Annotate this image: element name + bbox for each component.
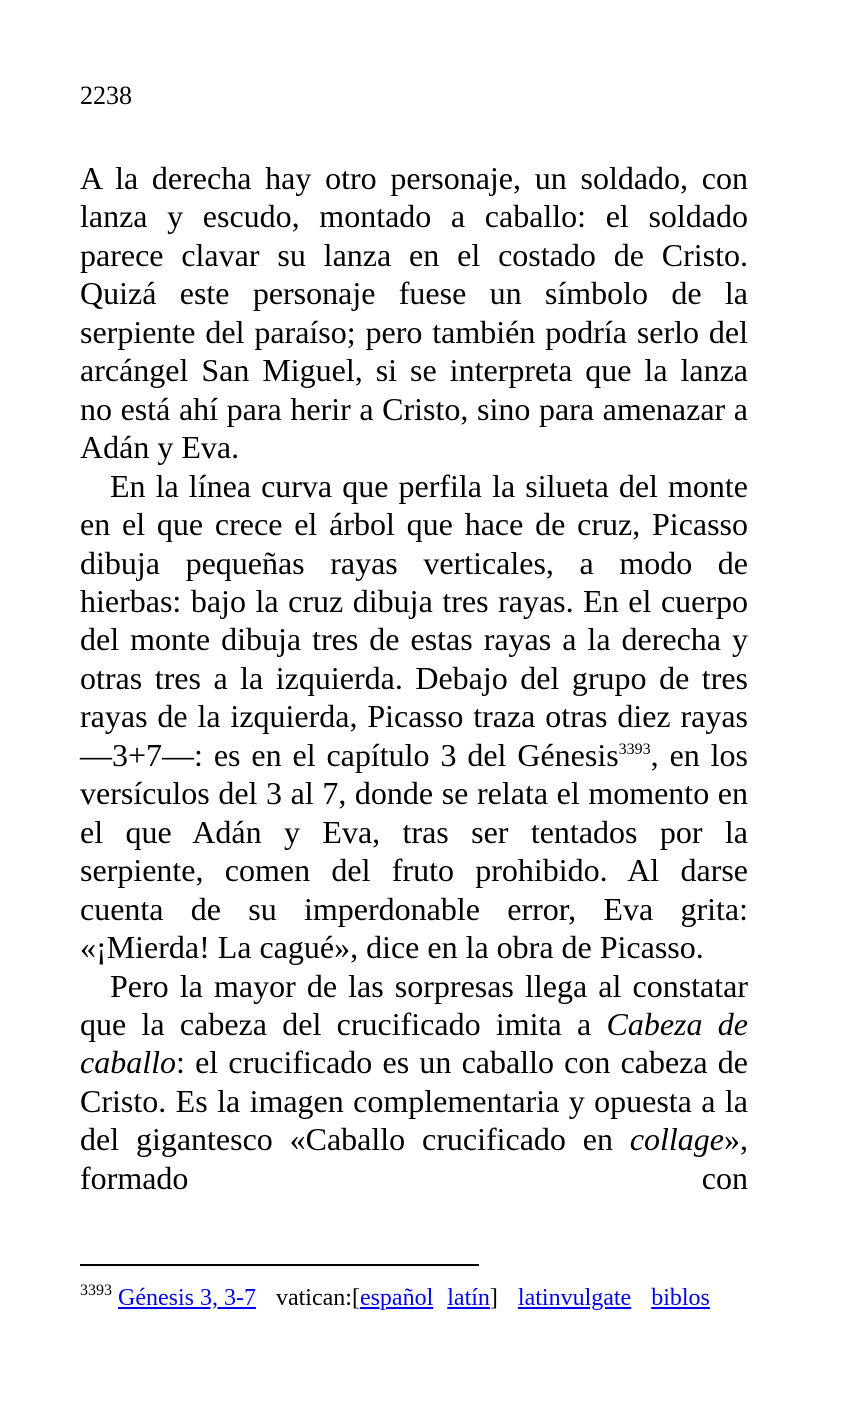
- link-latinvulgate[interactable]: latinvulgate: [517, 1285, 632, 1311]
- footnote-reference[interactable]: 3393: [618, 740, 651, 758]
- link-espanol[interactable]: español: [359, 1285, 434, 1311]
- paragraph-3-text-c: », formado con: [80, 1121, 748, 1196]
- footnote: [80, 1282, 780, 1314]
- link-biblos[interactable]: biblos: [651, 1285, 710, 1311]
- vatican-suffix: ]: [489, 1285, 498, 1311]
- link-genesis[interactable]: Génesis 3, 3-7: [118, 1285, 256, 1311]
- body-text: [80, 159, 748, 1197]
- paragraph-1: A la derecha hay otro personaje, un soldado, con lanza y escudo, montado a caballo: el soldado parece clavar su lanza en el costado de Cristo. Quizá este personaje fuese un símbolo de la serpiente del paraíso; pero también podría serlo del arcángel San Miguel, si se interpreta que la lanza no está ahí para herir a Cristo, sino para amenazar a Adán y Eva.: [80, 160, 748, 466]
- artwork-term-collage: collage: [629, 1121, 724, 1158]
- paragraph-3-text-b: : el crucificado es un caballo con cabeza de Cristo. Es la imagen complementaria y opuesta a la del gigantesco «Caballo crucificado en: [80, 1044, 748, 1158]
- paragraph-2: [80, 467, 748, 967]
- footnote-divider: [80, 1264, 479, 1266]
- paragraph-2-text-a: En la línea curva que perfila la silueta del monte en el que crece el árbol que hace de cruz, Picasso dibuja pequeñas rayas verticales, a modo de hierbas: bajo la cruz dibuja tres rayas. En el cuerpo del monte dibuja tres de estas rayas a la derecha y otras tres a la izquierda. Debajo del grupo de tres rayas de la izquierda, Picasso traza otras diez rayas —3+7—: es en el capítulo 3 del Génesis: [80, 467, 748, 773]
- page-number: 2238: [80, 81, 132, 110]
- paragraph-2-text-b: , en los versículos del 3 al 7, donde se relata el momento en el que Adán y Eva, tras ser tentados por la serpiente, comen del fruto prohibido. Al darse cuenta de su imperdonable error, Eva grita: «¡Mierda! La cagué», dice en la obra de Picasso.: [80, 736, 749, 966]
- paragraph-3-text-a: Pero la mayor de las sorpresas llega al constatar que la cabeza del crucificado imita a: [80, 967, 748, 1042]
- vatican-prefix: vatican:[: [275, 1285, 360, 1311]
- artwork-title-cabeza-de-caballo: Cabeza de caballo: [80, 1005, 749, 1081]
- paragraph-3: [80, 967, 748, 1198]
- link-latin[interactable]: latín: [447, 1285, 490, 1311]
- footnote-number: 3393: [80, 1282, 112, 1299]
